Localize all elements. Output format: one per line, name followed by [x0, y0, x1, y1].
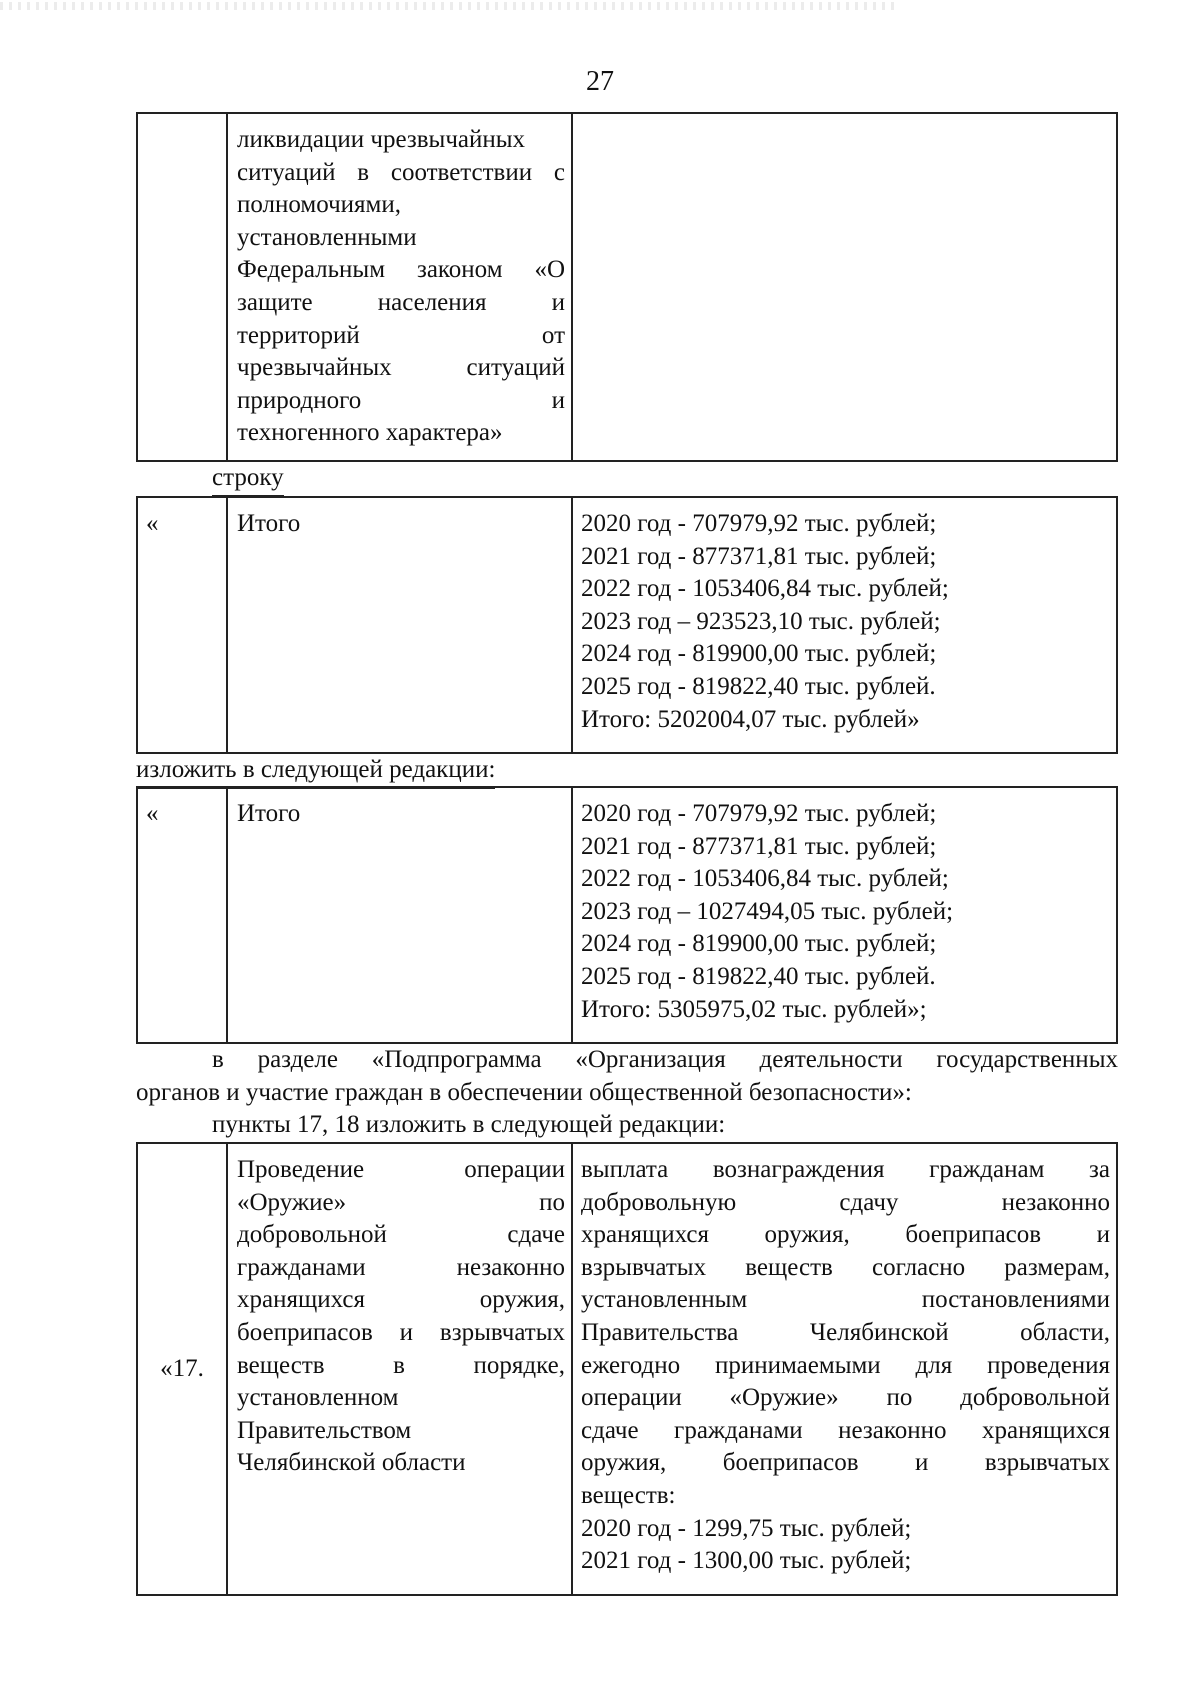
amount-line: 2023 год – 1027494,05 тыс. рублей;	[581, 897, 954, 925]
row-number-cell	[138, 114, 228, 460]
amount-line: 2024 год - 819900,00 тыс. рублей;	[581, 930, 937, 958]
row-mark-cell: «	[138, 788, 228, 1042]
text-line: ежегодно принимаемыми для проведения	[581, 1351, 1110, 1379]
label-stroku	[136, 462, 1118, 497]
amount-line: 2025 год - 819822,40 тыс. рублей.	[581, 962, 936, 990]
text-line: территорий от	[237, 321, 565, 349]
text-line: оружия, боеприпасов и взрывчатых	[581, 1449, 1110, 1477]
text-line: Проведение операции	[237, 1156, 565, 1183]
text-line: взрывчатых веществ согласно размерам,	[581, 1253, 1110, 1281]
text-line: хранящихся оружия, боеприпасов и	[581, 1221, 1110, 1249]
text-line: установленным постановлениями	[581, 1286, 1110, 1314]
row-name-cell: Итого	[228, 788, 573, 1042]
label-new-edition	[136, 754, 1118, 789]
amount-line: 2020 год - 707979,92 тыс. рублей;	[581, 510, 937, 537]
text-line: природного и	[237, 386, 565, 414]
old-total-row	[136, 496, 1118, 754]
description-cell	[573, 114, 1116, 460]
amount-line: 2024 год - 819900,00 тыс. рублей;	[581, 640, 937, 668]
amount-line: 2022 год - 1053406,84 тыс. рублей;	[581, 865, 949, 893]
scan-artifact	[0, 2, 900, 10]
new-total-row	[136, 786, 1118, 1044]
text-line: защите населения и	[237, 288, 565, 316]
text-line: веществ в порядке,	[237, 1351, 565, 1379]
item-number-cell: «17.	[138, 1144, 228, 1594]
text-line: Челябинской области	[237, 1449, 466, 1477]
amounts-cell	[573, 788, 1116, 1042]
label-new-edition-text: изложить в следующей редакции:	[136, 754, 495, 789]
item-17-row	[136, 1142, 1118, 1596]
event-name-cell	[228, 114, 573, 460]
text-line: Федеральным законом «О	[237, 256, 565, 284]
amount-line: 2023 год – 923523,10 тыс. рублей;	[581, 607, 941, 635]
text-line: техногенного характера»	[237, 419, 503, 447]
amount-line: 2020 год - 707979,92 тыс. рублей;	[581, 800, 937, 827]
text-line: боеприпасов и взрывчатых	[237, 1318, 565, 1346]
text-line: полномочиями,	[237, 191, 402, 219]
paragraph-line: в разделе «Подпрограмма «Организация деятельности государственных	[212, 1046, 1118, 1073]
amount-line: 2020 год - 1299,75 тыс. рублей;	[581, 1514, 912, 1542]
text-line: установленными	[237, 223, 417, 251]
item-description-cell	[573, 1144, 1116, 1594]
continuation-table-row	[136, 112, 1118, 462]
row-name-cell: Итого	[228, 498, 573, 752]
amount-line: Итого: 5305975,02 тыс. рублей»;	[581, 995, 927, 1023]
amount-line: 2022 год - 1053406,84 тыс. рублей;	[581, 575, 949, 603]
item-name-cell	[228, 1144, 573, 1594]
page-number: 27	[586, 66, 614, 97]
amount-line: 2021 год - 877371,81 тыс. рублей;	[581, 542, 937, 570]
text-line: выплата вознаграждения гражданам за	[581, 1156, 1110, 1183]
text-line: сдаче гражданами незаконно хранящихся	[581, 1416, 1110, 1444]
items-instruction: пункты 17, 18 изложить в следующей редакции:	[212, 1109, 725, 1144]
amount-line: Итого: 5202004,07 тыс. рублей»	[581, 705, 920, 733]
text-line: чрезвычайных ситуаций	[237, 354, 565, 382]
text-line: Правительства Челябинской области,	[581, 1318, 1110, 1346]
text-line: ситуаций в соответствии с	[237, 158, 565, 186]
amounts-cell	[573, 498, 1116, 752]
text-line: добровольной сдаче	[237, 1221, 565, 1249]
section-paragraph	[136, 1044, 1118, 1144]
text-line: операции «Оружие» по добровольной	[581, 1384, 1110, 1412]
amount-line: 2021 год - 877371,81 тыс. рублей;	[581, 832, 937, 860]
text-line: ликвидации чрезвычайных	[237, 126, 526, 153]
row-mark-cell: «	[138, 498, 228, 752]
text-line: добровольную сдачу незаконно	[581, 1188, 1110, 1216]
text-line: хранящихся оружия,	[237, 1286, 565, 1314]
text-line: Правительством	[237, 1416, 412, 1444]
amount-line: 2025 год - 819822,40 тыс. рублей.	[581, 672, 936, 700]
text-line: «Оружие» по	[237, 1188, 565, 1216]
text-line: установленном	[237, 1384, 399, 1412]
amount-line: 2021 год - 1300,00 тыс. рублей;	[581, 1547, 912, 1575]
paragraph-line: органов и участие граждан в обеспечении общественной безопасности»:	[136, 1078, 912, 1106]
label-stroku-text: строку	[212, 462, 284, 497]
text-line: веществ:	[581, 1481, 676, 1509]
text-line: гражданами незаконно	[237, 1253, 565, 1281]
